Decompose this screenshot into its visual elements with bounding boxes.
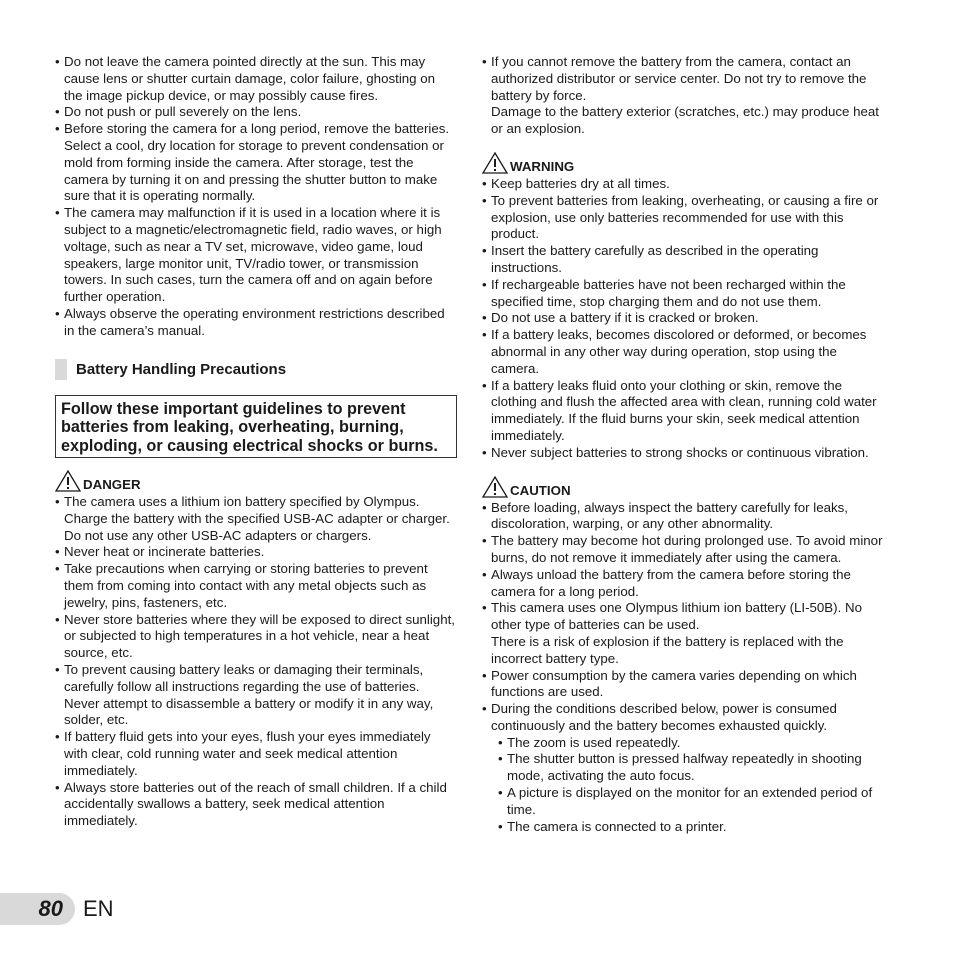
list-item: • The camera may malfunction if it is used in a location where it is subject to a magnetic/electromagnetic field, radio waves, or high voltage, such as near a TV set, microwave, video game, loud speakers, large monitor unit, TV/radio tower, or transmission towers. In such cases, turn the camera off and on again before further operation. <box>55 205 457 306</box>
section-heading <box>55 359 457 380</box>
list-item: • Do not push or pull severely on the lens. <box>55 104 457 121</box>
warning-list <box>482 176 887 462</box>
sub-list-item: • The shutter button is pressed halfway repeatedly in shooting mode, activating the auto focus. <box>498 751 887 785</box>
list-item: • Always store batteries out of the reach of small children. If a child accidentally swallows a battery, seek medical attention immediately. <box>55 780 457 830</box>
warning-triangle-icon <box>482 152 508 174</box>
section-heading-bar <box>55 359 67 380</box>
left-column <box>55 54 457 830</box>
guidelines-callout: Follow these important guidelines to prevent batteries from leaking, overheating, burning, exploding, or causing electrical shocks or burns. <box>55 395 457 459</box>
list-item: • Never subject batteries to strong shocks or continuous vibration. <box>482 445 887 462</box>
list-item: • The battery may become hot during prolonged use. To avoid minor burns, do not remove it immediately after using the camera. <box>482 533 887 567</box>
list-item: • The camera uses a lithium ion battery specified by Olympus. Charge the battery with the specified USB-AC adapter or charger. Do not use any other USB-AC adapters or chargers. <box>55 494 457 544</box>
list-item: • Always observe the operating environment restrictions described in the camera’s manual. <box>55 306 457 340</box>
top-list <box>482 54 887 138</box>
list-item <box>482 600 887 667</box>
warning-label: WARNING <box>510 158 575 174</box>
list-item <box>482 54 887 138</box>
list-item-note: Damage to the battery exterior (scratches, etc.) may produce heat or an explosion. <box>491 104 880 137</box>
list-item: • Insert the battery carefully as described in the operating instructions. <box>482 243 887 277</box>
list-item: • Never store batteries where they will be exposed to direct sunlight, or subjected to high temperatures in a hot vehicle, near a heat source, etc. <box>55 612 457 662</box>
sub-list-item: • The zoom is used repeatedly. <box>498 735 887 752</box>
list-item <box>482 701 887 735</box>
list-item-text: • If you cannot remove the battery from the camera, contact an authorized distributor or service center. Do not try to remove the battery by force. <box>491 54 867 103</box>
intro-list <box>55 54 457 340</box>
language-code: EN <box>83 896 114 921</box>
page-number: 80 <box>0 893 75 925</box>
caution-label: CAUTION <box>510 482 571 498</box>
section-title: Battery Handling Precautions <box>76 360 287 378</box>
list-item: • If a battery leaks fluid onto your clothing or skin, remove the clothing and flush the affected area with clean, running cold water immediately. If the fluid burns your skin, seek medical attention immediately. <box>482 378 887 445</box>
list-item: • If rechargeable batteries have not been recharged within the specified time, stop charging them and do not use them. <box>482 277 887 311</box>
list-item: • To prevent causing battery leaks or damaging their terminals, carefully follow all instructions regarding the use of batteries. Never attempt to disassemble a battery or modify it in any way, solder, etc. <box>55 662 457 729</box>
list-item: • If battery fluid gets into your eyes, flush your eyes immediately with clear, cold running water and seek medical attention immediately. <box>55 729 457 779</box>
sub-list-item: • A picture is displayed on the monitor for an extended period of time. <box>498 785 887 819</box>
list-item: • To prevent batteries from leaking, overheating, or causing a fire or explosion, use only batteries recommended for use with this product. <box>482 193 887 243</box>
list-item: • Do not leave the camera pointed directly at the sun. This may cause lens or shutter curtain damage, color failure, ghosting on the image pickup device, or may possibly cause fires. <box>55 54 457 104</box>
conditions-sublist <box>482 735 887 836</box>
warning-triangle-icon <box>55 470 81 492</box>
list-item: • Never heat or incinerate batteries. <box>55 544 457 561</box>
danger-label: DANGER <box>83 477 141 493</box>
warning-triangle-icon <box>482 476 508 498</box>
list-item: • If a battery leaks, becomes discolored or deformed, or becomes abnormal in any other way during operation, stop using the camera. <box>482 327 887 377</box>
danger-list <box>55 494 457 830</box>
right-column <box>482 54 887 835</box>
list-item: • Before storing the camera for a long period, remove the batteries. Select a cool, dry location for storage to prevent condensation or mold from forming inside the camera. After storage, test the camera by turning it on and pressing the shutter button to make sure that it is operating normally. <box>55 121 457 205</box>
list-item: • Always unload the battery from the camera before storing the camera for a long period. <box>482 567 887 601</box>
caution-list <box>482 500 887 735</box>
list-item-text: • During the conditions described below, power is consumed continuously and the battery becomes exhausted quickly. <box>491 701 837 733</box>
sub-list-item: • The camera is connected to a printer. <box>498 819 887 836</box>
list-item: • Power consumption by the camera varies depending on which functions are used. <box>482 668 887 702</box>
list-item: • Do not use a battery if it is cracked or broken. <box>482 310 887 327</box>
list-item-text: • This camera uses one Olympus lithium ion battery (LI-50B). No other type of batteries can be used. <box>491 600 862 633</box>
danger-heading <box>55 470 457 492</box>
list-item: • Before loading, always inspect the battery carefully for leaks, discoloration, warping, or any other abnormality. <box>482 500 887 534</box>
list-item: • Take precautions when carrying or storing batteries to prevent them from coming into contact with any metal objects such as jewelry, pins, fasteners, etc. <box>55 561 457 611</box>
list-item-note: There is a risk of explosion if the battery is replaced with the incorrect battery type. <box>491 633 844 666</box>
list-item: • Keep batteries dry at all times. <box>482 176 887 193</box>
warning-heading <box>482 152 887 174</box>
caution-heading <box>482 476 887 498</box>
